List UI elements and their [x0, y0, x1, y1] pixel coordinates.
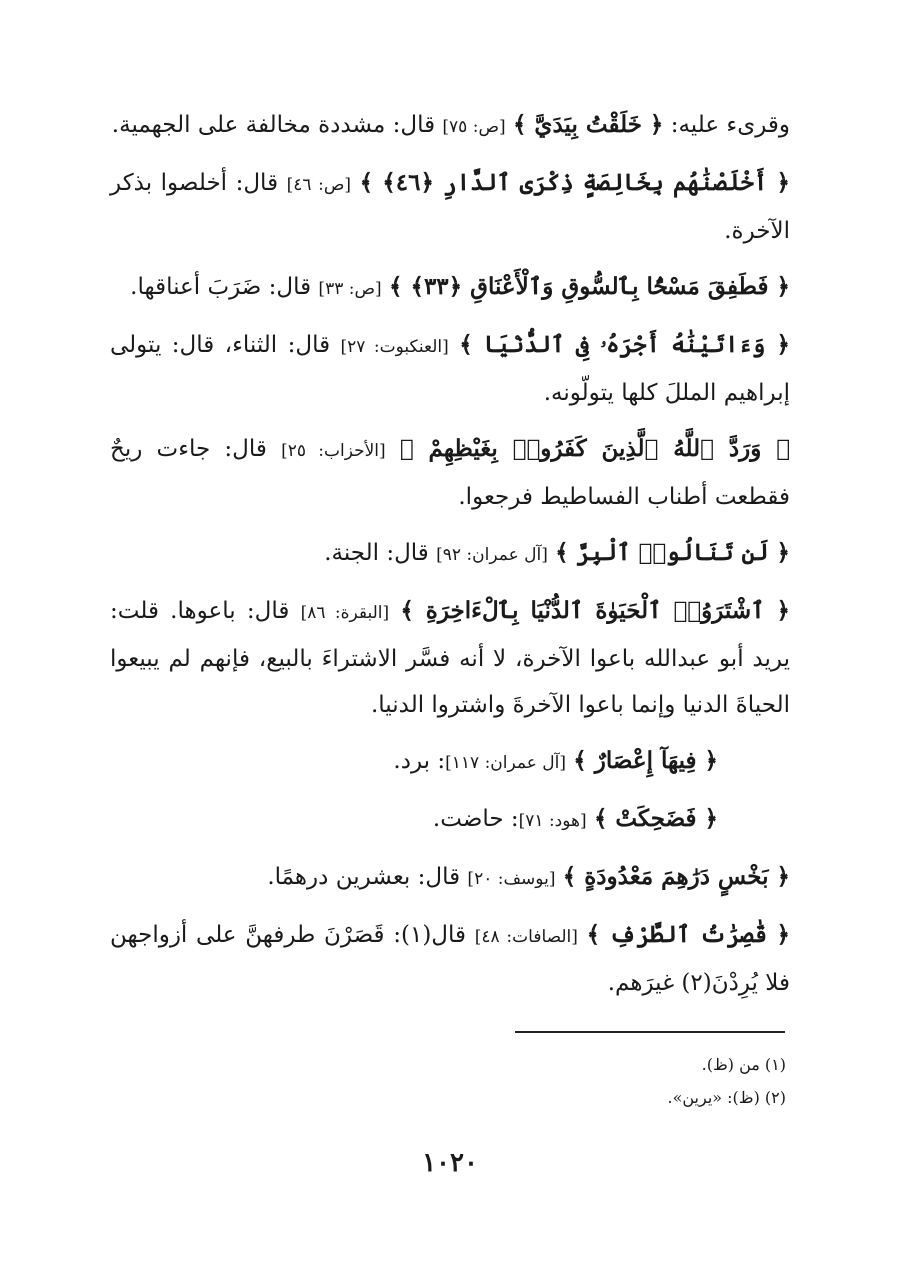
paragraph-text: : حاضت. — [432, 806, 519, 832]
verse-reference: [العنكبوت: ٢٧] — [340, 337, 449, 357]
quran-verse: ﴿ وَءَاتَيْنَٰهُ أَجْرَهُۥ فِى ٱلدُّنْيَا ﴾ — [459, 331, 790, 358]
paragraph — [110, 530, 790, 578]
paragraph — [110, 854, 790, 902]
quran-verse: ﴿ قَٰصِرَٰتُ ٱلطَّرْفِ ﴾ — [586, 921, 791, 948]
paragraph — [110, 912, 790, 1006]
quran-verse: ﴿ لَن تَنَالُوا۟ ٱلْبِرَّ ﴾ — [555, 539, 790, 566]
verse-reference: [الأحزاب: ٢٥] — [281, 441, 386, 461]
paragraph — [110, 796, 790, 844]
footnotes — [110, 1048, 786, 1114]
quran-verse: ﴿ خَلَقْتُ بِيَدَيَّ ﴾ — [512, 111, 664, 138]
verse-reference: [هود: ٧١] — [518, 811, 587, 831]
paragraph — [110, 426, 790, 520]
quran-verse: ﴿ ٱشْتَرَوُا۟ ٱلْحَيَوٰةَ ٱلدُّنْيَا بِٱلْءَاخِرَةِ ﴾ — [400, 597, 790, 624]
verse-reference: [يوسف: ٢٠] — [467, 869, 556, 889]
quran-verse: ﴿ فِيهَآ إِعْصَارٌ ﴾ — [573, 747, 718, 774]
paragraph-text: قال: ضَرَبَ أعناقها. — [130, 274, 319, 300]
page-number: ١٠٢٠ — [422, 1148, 478, 1178]
verse-reference: [البقرة: ٨٦] — [300, 603, 390, 623]
paragraph — [110, 102, 790, 150]
paragraph-text: قال: أخلصوا بذكر الآخرة. — [110, 170, 790, 244]
verse-reference: [الصافات: ٤٨] — [474, 927, 578, 947]
verse-reference: [ص: ٧٥] — [442, 117, 506, 137]
paragraph — [110, 322, 790, 416]
paragraph-text: قال: بعشرين درهمًا. — [267, 864, 468, 890]
paragraph-text: قال(١): قَصَرْنَ طرفهنَّ على أزواجهن فلا يُرِدْنَ(٢) غيرَهم. — [110, 922, 790, 996]
footnote: (١) من (ظ). — [701, 1055, 786, 1074]
quran-verse: ﴿ فَطَفِقَ مَسْحًۢا بِٱلسُّوقِ وَٱلْأَعْنَاقِ ﴿٣٣﴾ ﴾ — [388, 273, 790, 300]
verse-reference: [ص: ٣٣] — [318, 279, 382, 299]
footnote: (٢) (ظ): «يرين». — [667, 1088, 786, 1107]
footnote-separator — [515, 1031, 785, 1033]
paragraph — [110, 738, 790, 786]
paragraph-text: قال: مشددة مخالفة على الجهمية. — [111, 112, 443, 138]
paragraph-text: قال: الثناء، قال: يتولى إبراهيم المللَ كلها يتولّونه. — [110, 332, 790, 406]
paragraph-text: وقرىء عليه: — [663, 112, 790, 138]
quran-verse: ﴿ وَرَدَّ ٱللَّهُ ٱلَّذِينَ كَفَرُوا۟ بِغَيْظِهِمْ ﴾ — [399, 435, 790, 462]
paragraph — [110, 264, 790, 312]
paragraph — [110, 160, 790, 254]
verse-reference: [آل عمران: ٩٢] — [436, 545, 548, 565]
verse-reference: [آل عمران: ١١٧] — [445, 753, 566, 773]
quran-verse: ﴿ أَخْلَصْنَٰهُم بِخَالِصَةٍ ذِكْرَى ٱلدَّارِ ﴿٤٦﴾ ﴾ — [359, 169, 791, 196]
quran-verse: ﴿ بَخْسٍ دَرَٰهِمَ مَعْدُودَةٍ ﴾ — [562, 863, 790, 890]
paragraph — [110, 588, 790, 728]
paragraph-text: قال: باعوها. قلت: يريد أبو عبدالله باعوا الآخرة، لا أنه فسَّر الاشتراءَ بالبيع، فإنهم لم يبيعوا الحياةَ الدنيا وإنما باعوا الآخرةَ واشتروا الدنيا. — [110, 598, 790, 718]
paragraph-text: قال: الجنة. — [324, 540, 437, 566]
paragraph-text: قال: جاءت ريحٌ فقطعت أطناب الفساطيط فرجعوا. — [110, 436, 790, 510]
quran-verse: ﴿ فَضَحِكَتْ ﴾ — [593, 805, 718, 832]
main-text — [110, 102, 790, 1016]
verse-reference: [ص: ٤٦] — [286, 175, 352, 195]
paragraph-text: : برد. — [393, 748, 446, 774]
